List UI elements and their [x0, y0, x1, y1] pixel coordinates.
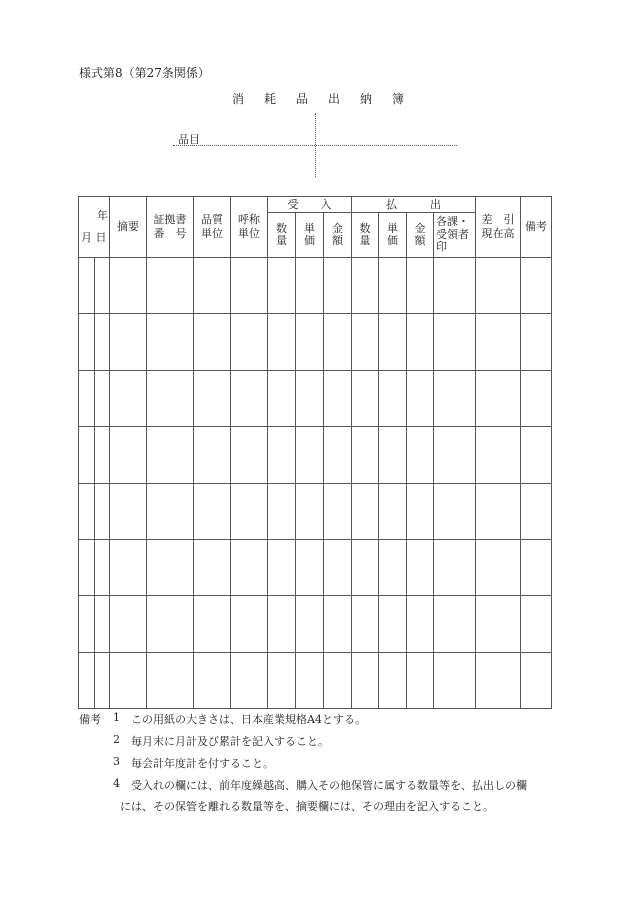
table-cell[interactable]: [296, 652, 324, 708]
header-payout-amount: 金額: [407, 213, 434, 258]
table-cell[interactable]: [79, 539, 95, 595]
header-voucher-number: [147, 197, 194, 258]
table-cell[interactable]: [79, 258, 95, 314]
table-row: [79, 314, 552, 370]
table-cell[interactable]: [521, 596, 552, 652]
table-cell[interactable]: [379, 314, 407, 370]
table-cell[interactable]: [194, 370, 231, 426]
table-cell[interactable]: [476, 314, 521, 370]
table-cell[interactable]: [434, 427, 476, 483]
table-cell[interactable]: [231, 652, 268, 708]
table-cell[interactable]: [407, 539, 434, 595]
table-cell[interactable]: [268, 596, 296, 652]
table-cell[interactable]: [110, 258, 147, 314]
table-cell[interactable]: [352, 314, 379, 370]
header-voucher-line2: 番 号: [153, 227, 187, 240]
table-cell[interactable]: [95, 652, 110, 708]
table-cell[interactable]: [194, 258, 231, 314]
header-summary: 摘要: [110, 197, 147, 258]
title-char: 消: [232, 92, 245, 106]
table-cell[interactable]: [434, 314, 476, 370]
table-cell[interactable]: [95, 483, 110, 539]
table-cell[interactable]: [352, 370, 379, 426]
table-cell[interactable]: [268, 483, 296, 539]
table-cell[interactable]: [231, 258, 268, 314]
header-receipt-amount: 金額: [324, 213, 352, 258]
table-cell[interactable]: [434, 258, 476, 314]
remark-number: 2: [113, 733, 120, 746]
table-cell[interactable]: [231, 314, 268, 370]
table-cell[interactable]: [324, 258, 352, 314]
document-title: [232, 90, 404, 107]
title-char: 納: [360, 92, 373, 106]
header-dept-seal: 各課・受領者印: [434, 213, 476, 258]
table-cell[interactable]: [147, 483, 194, 539]
header-receipt-unit-price: 単価: [296, 213, 324, 258]
table-cell[interactable]: [110, 427, 147, 483]
table-cell[interactable]: [476, 596, 521, 652]
table-row: [79, 258, 552, 314]
table-cell[interactable]: [296, 596, 324, 652]
table-cell[interactable]: [379, 652, 407, 708]
table-cell[interactable]: [147, 314, 194, 370]
table-cell[interactable]: [521, 370, 552, 426]
table-cell[interactable]: [352, 483, 379, 539]
table-cell[interactable]: [268, 652, 296, 708]
table-cell[interactable]: [352, 539, 379, 595]
table-cell[interactable]: [296, 258, 324, 314]
table-cell[interactable]: [324, 483, 352, 539]
table-cell[interactable]: [147, 652, 194, 708]
table-cell[interactable]: [521, 539, 552, 595]
table-cell[interactable]: [95, 539, 110, 595]
table-cell[interactable]: [476, 370, 521, 426]
table-cell[interactable]: [324, 314, 352, 370]
table-cell[interactable]: [110, 539, 147, 595]
table-cell[interactable]: [231, 539, 268, 595]
header-payout-qty: 数量: [352, 213, 379, 258]
table-cell[interactable]: [268, 370, 296, 426]
table-cell[interactable]: [79, 596, 95, 652]
header-receipts: 受 入: [268, 197, 352, 213]
remark-text: 受入れの欄には、前年度繰越高、購入その他保管に属する数量等を、払出しの欄: [131, 779, 527, 792]
table-cell[interactable]: [521, 427, 552, 483]
table-cell[interactable]: [352, 258, 379, 314]
table-row: [79, 596, 552, 652]
table-cell[interactable]: [434, 652, 476, 708]
header-receipt-qty: 数量: [268, 213, 296, 258]
table-cell[interactable]: [147, 370, 194, 426]
table-row: [79, 539, 552, 595]
form-number-label: 様式第8（第27条関係）: [79, 66, 210, 80]
table-cell[interactable]: [476, 483, 521, 539]
table-cell[interactable]: [379, 427, 407, 483]
title-char: 耗: [264, 92, 277, 106]
remark-text: 毎会計年度計を付すること。: [131, 757, 274, 770]
table-cell[interactable]: [268, 539, 296, 595]
table-cell[interactable]: [147, 539, 194, 595]
header-nominal-line1: 呼称: [238, 213, 260, 227]
table-cell[interactable]: [231, 483, 268, 539]
table-cell[interactable]: [194, 539, 231, 595]
table-cell[interactable]: [194, 483, 231, 539]
table-cell[interactable]: [434, 483, 476, 539]
table-cell[interactable]: [110, 314, 147, 370]
table-cell[interactable]: [352, 427, 379, 483]
table-cell[interactable]: [110, 370, 147, 426]
table-cell[interactable]: [231, 370, 268, 426]
table-cell[interactable]: [476, 652, 521, 708]
table-cell[interactable]: [521, 652, 552, 708]
ledger-table: [78, 196, 552, 709]
remark-text: 毎月末に月計及び累計を記入すること。: [131, 735, 329, 748]
table-cell[interactable]: [521, 483, 552, 539]
table-cell[interactable]: [147, 596, 194, 652]
table-cell[interactable]: [110, 596, 147, 652]
table-cell[interactable]: [324, 652, 352, 708]
table-cell[interactable]: [434, 370, 476, 426]
table-cell[interactable]: [79, 652, 95, 708]
table-cell[interactable]: [110, 483, 147, 539]
table-cell[interactable]: [407, 596, 434, 652]
table-cell[interactable]: [194, 314, 231, 370]
table-cell[interactable]: [379, 596, 407, 652]
remark-text: この用紙の大きさは、日本産業規格A4とする。: [131, 713, 366, 726]
table-cell[interactable]: [407, 427, 434, 483]
remark-number: 4: [113, 777, 120, 790]
header-date: [79, 197, 110, 258]
table-cell[interactable]: [379, 483, 407, 539]
table-cell[interactable]: [296, 483, 324, 539]
table-cell[interactable]: [194, 427, 231, 483]
header-voucher-line1: 証拠書: [153, 213, 187, 227]
header-quality-line1: 品質: [201, 213, 223, 227]
header-balance-line2: 現在高: [481, 227, 515, 240]
header-quality-unit: [194, 197, 231, 258]
table-cell[interactable]: [521, 258, 552, 314]
table-row: [79, 427, 552, 483]
table-cell[interactable]: [476, 539, 521, 595]
table-cell[interactable]: [407, 370, 434, 426]
table-cell[interactable]: [434, 539, 476, 595]
title-char: 品: [296, 92, 309, 106]
header-remarks: 備考: [521, 197, 552, 258]
table-row: [79, 370, 552, 426]
table-cell[interactable]: [79, 483, 95, 539]
header-quality-line2: 単位: [201, 227, 223, 240]
table-cell[interactable]: [324, 427, 352, 483]
table-cell[interactable]: [231, 596, 268, 652]
table-cell[interactable]: [476, 258, 521, 314]
table-cell[interactable]: [147, 258, 194, 314]
table-cell[interactable]: [296, 539, 324, 595]
remark-number: 1: [113, 711, 120, 724]
header-year: 年: [97, 209, 108, 222]
table-cell[interactable]: [407, 258, 434, 314]
table-cell[interactable]: [268, 314, 296, 370]
table-cell[interactable]: [95, 370, 110, 426]
table-cell[interactable]: [231, 427, 268, 483]
table-cell[interactable]: [476, 427, 521, 483]
item-name-label: 品目: [178, 133, 200, 146]
header-balance-line1: 差 引: [481, 213, 515, 227]
table-cell[interactable]: [324, 370, 352, 426]
table-cell[interactable]: [324, 539, 352, 595]
table-cell[interactable]: [352, 652, 379, 708]
table-cell[interactable]: [434, 596, 476, 652]
table-cell[interactable]: [521, 314, 552, 370]
header-payout-unit-price: 単価: [379, 213, 407, 258]
table-cell[interactable]: [324, 596, 352, 652]
table-cell[interactable]: [379, 258, 407, 314]
remarks-heading: 備考: [79, 713, 101, 726]
header-nominal-unit: [231, 197, 268, 258]
table-cell[interactable]: [79, 370, 95, 426]
table-cell[interactable]: [79, 427, 95, 483]
remark-number: 3: [113, 755, 120, 768]
table-cell[interactable]: [407, 483, 434, 539]
table-cell[interactable]: [352, 596, 379, 652]
table-cell[interactable]: [110, 652, 147, 708]
title-char: 出: [328, 92, 341, 106]
table-cell[interactable]: [379, 370, 407, 426]
table-row: [79, 652, 552, 708]
header-month-day: 月 日: [81, 231, 107, 244]
table-cell[interactable]: [296, 314, 324, 370]
table-cell[interactable]: [147, 427, 194, 483]
table-cell[interactable]: [268, 258, 296, 314]
table-cell[interactable]: [95, 427, 110, 483]
table-cell[interactable]: [407, 652, 434, 708]
table-cell[interactable]: [95, 258, 110, 314]
table-cell[interactable]: [296, 370, 324, 426]
table-cell[interactable]: [194, 596, 231, 652]
ledger-body: [79, 258, 552, 709]
remark-text-continued: には、その保管を離れる数量等を、摘要欄には、その理由を記入すること。: [120, 800, 494, 813]
table-cell[interactable]: [296, 427, 324, 483]
table-cell[interactable]: [95, 596, 110, 652]
table-cell[interactable]: [194, 652, 231, 708]
title-char: 簿: [392, 92, 405, 106]
table-cell[interactable]: [95, 314, 110, 370]
header-balance: [476, 197, 521, 258]
table-row: [79, 483, 552, 539]
header-nominal-line2: 単位: [238, 227, 260, 240]
table-cell[interactable]: [407, 314, 434, 370]
header-payouts: 払 出: [352, 197, 476, 213]
table-cell[interactable]: [379, 539, 407, 595]
table-cell[interactable]: [79, 314, 95, 370]
table-cell[interactable]: [268, 427, 296, 483]
center-guide-line: [315, 113, 316, 177]
